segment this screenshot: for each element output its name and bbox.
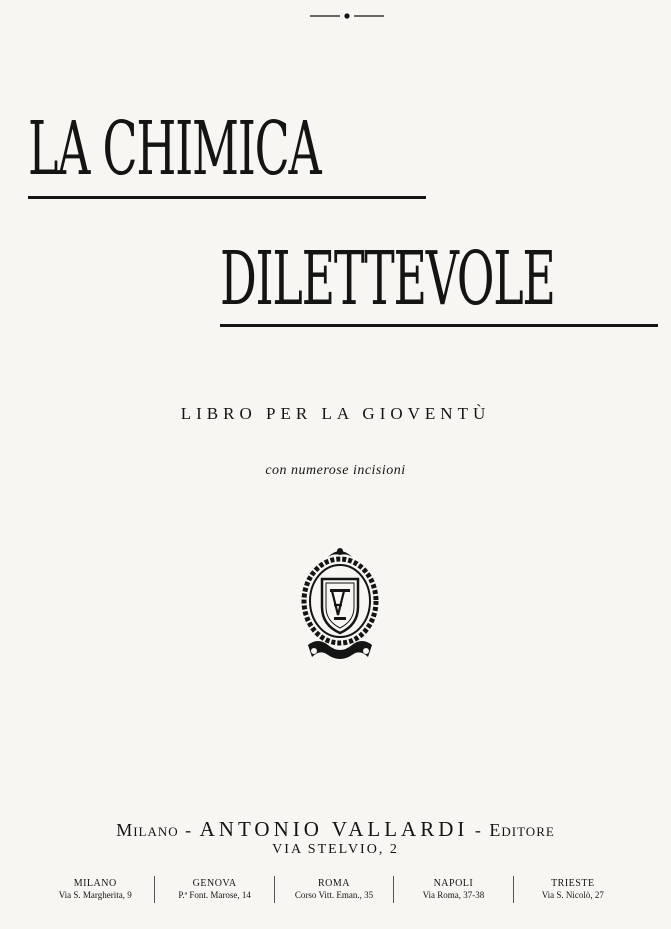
branch-address: Via S. Margherita, 9 (58, 890, 132, 900)
publisher-separator: - (468, 820, 490, 840)
publisher-address: VIA STELVIO, 2 (272, 842, 399, 857)
publisher-name: ANTONIO VALLARDI (199, 817, 469, 841)
branch-item (274, 876, 393, 903)
branch-address: P.ª Font. Marose, 14 (178, 890, 251, 900)
branch-address: Corso Vitt. Eman., 35 (294, 890, 374, 900)
branch-item (154, 876, 273, 903)
tagline: con numerose incisioni (265, 463, 406, 478)
branch-city: MILANO (73, 878, 117, 889)
title-line-1: LA CHIMICA (28, 106, 321, 192)
publisher-line (0, 817, 671, 842)
publisher-crest-icon (298, 545, 382, 665)
title-rule-1 (28, 196, 426, 199)
publisher-role: Editore (489, 820, 555, 840)
branch-city: GENOVA (192, 878, 237, 889)
top-ornament-icon (310, 12, 384, 20)
publisher-separator: - (178, 820, 200, 840)
branch-address: Via S. Nicolò, 27 (541, 890, 604, 900)
title-rule-2 (220, 324, 658, 327)
branch-item (393, 876, 512, 903)
branch-item (36, 876, 154, 903)
branch-city: TRIESTE (551, 878, 595, 889)
branch-address: Via Roma, 37-38 (422, 890, 485, 900)
publisher-city: Milano (116, 820, 179, 840)
title-line-2: DILETTEVOLE (220, 236, 555, 322)
branch-city: NAPOLI (433, 878, 474, 889)
branch-item (513, 876, 632, 903)
branch-city: ROMA (318, 878, 351, 889)
subtitle: LIBRO PER LA GIOVENTÙ (180, 404, 491, 423)
branch-list (36, 876, 632, 903)
